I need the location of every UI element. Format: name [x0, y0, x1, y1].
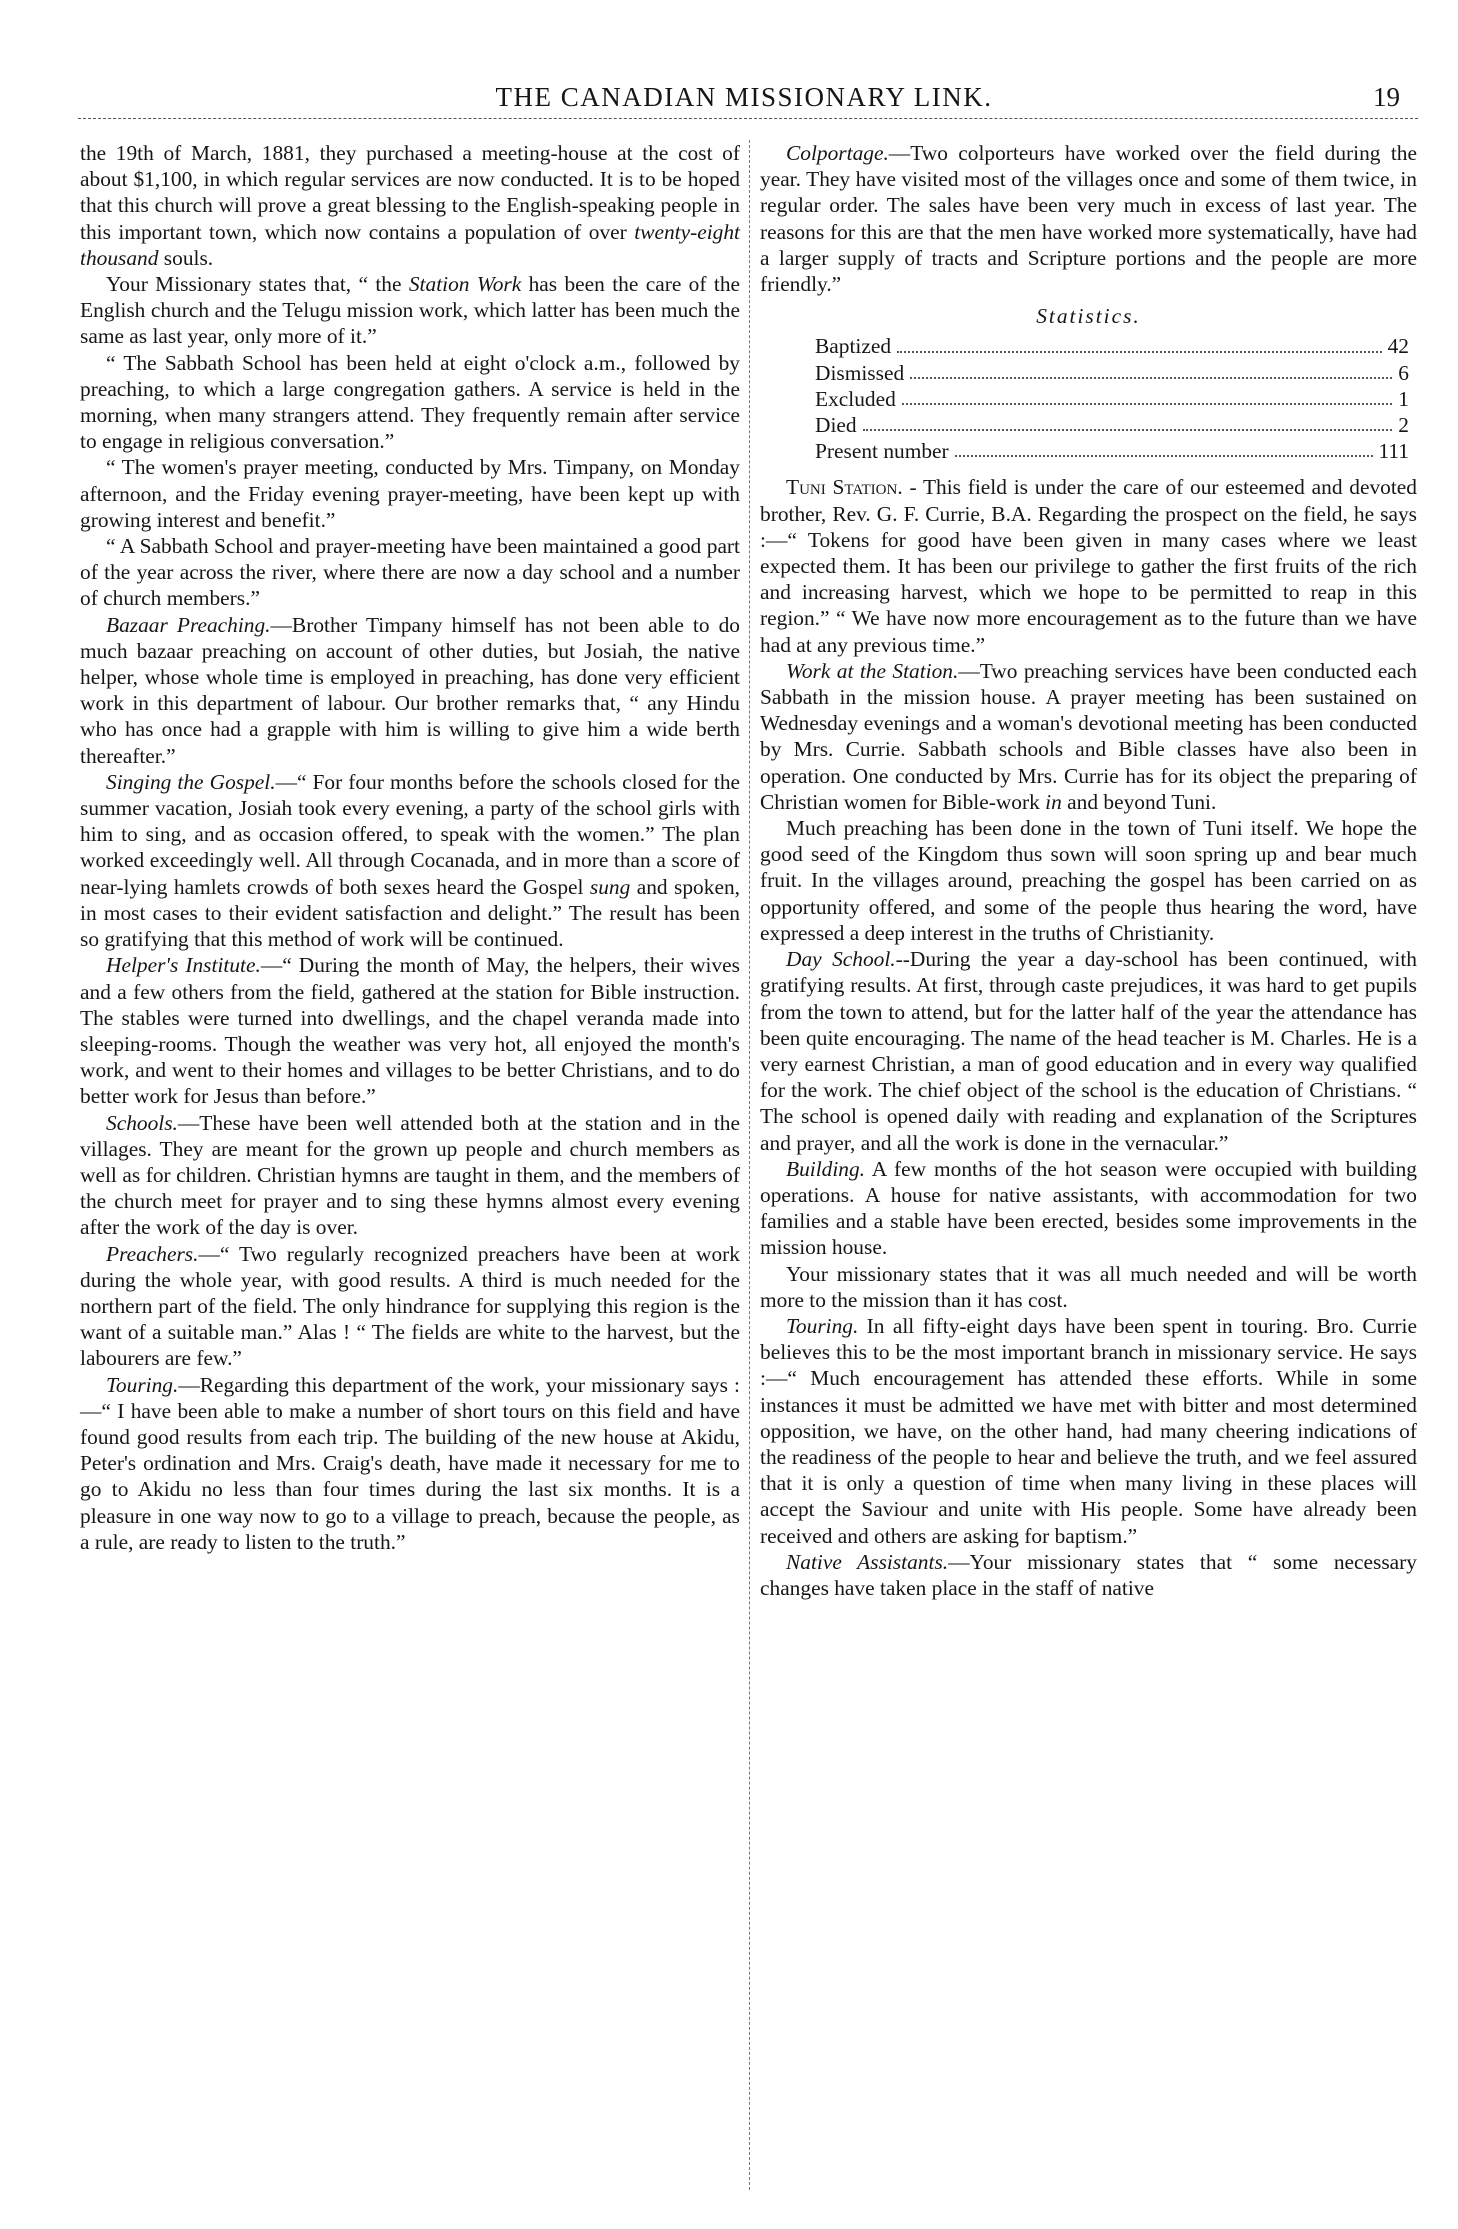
- statistics-value: 42: [1387, 334, 1409, 359]
- paragraph-text: —Two colporteurs have worked over the field during the year. They have visited most of the villages once and some of them twice, in regular order. The sales have been very much in excess of last year. The reasons for this are that the men have worked more systematically, have had a larger supply of tracts and Scripture portions and the people are more friendly.”: [760, 141, 1417, 297]
- section-heading: Touring.: [106, 1372, 179, 1397]
- paragraph: “ The Sabbath School has been held at eight o'clock a.m., followed by preaching, to which a large congregation gathers. A service is held in the morning, when many strangers attend. They frequently remain after service to engage in religious conversation.”: [80, 350, 740, 454]
- paragraph: Much preaching has been done in the town of Tuni itself. We hope the good seed of the Kingdom thus sown will soon spring up and bear much fruit. In the villages around, preaching the gospel has been carried on as opportunity offered, and some of the people thus hearing the word, have expressed a deep interest in the truths of Christianity.: [760, 816, 1417, 945]
- section-heading: Work at the Station.: [786, 658, 959, 683]
- paragraph: [760, 1549, 1417, 1601]
- section-heading: Touring.: [786, 1313, 859, 1338]
- paragraph: [80, 1110, 740, 1241]
- statistics-row: [760, 333, 1417, 359]
- leader-dots: [897, 333, 1382, 352]
- leader-dots: [863, 412, 1393, 431]
- emphasis-text: sung: [589, 874, 631, 899]
- paragraph-text: In all fifty-eight days have been spent in touring. Bro. Currie believes this to be the most important branch in missionary service. He says :—“ Much encouragement has attended these efforts. While in some instances it must be admitted we have met with bitter and most determined opposition, we have, on the other hand, had many cheering indications of the readiness of the people to hear and believe the truth, and we feel assured that it is only a question of time when many living in these places will accept the Saviour and unite with His people. Some have already been received and others are asking for baptism.”: [760, 1313, 1417, 1548]
- statistics-title: Statistics.: [1036, 304, 1141, 329]
- column-divider: [749, 140, 750, 2190]
- right-column: [760, 140, 1417, 1601]
- paragraph-text: and spoken, in most cases to their evident satisfaction and delight.” The result has been so gratifying that this method of work will be continued.: [80, 874, 740, 952]
- leader-dots: [910, 360, 1392, 379]
- paragraph-text: the 19th of March, 1881, they purchased a meeting-house at the cost of about $1,100, in which regular services are now conducted. It is to be hoped that this church will prove a great blessing to the English-speaking people in this important town, which now contains a population of over: [80, 141, 740, 244]
- section-heading: Bazaar Preaching.: [106, 612, 271, 637]
- statistics-value: 1: [1398, 386, 1409, 411]
- emphasis-text: twenty-eight thousand: [80, 219, 740, 270]
- paragraph-text: —Regarding this department of the work, your missionary says :—“ I have been able to make a number of short tours on this field and have found good results from each trip. The building of the new house at Akidu, Peter's ordination and Mrs. Craig's death, have made it necessary for me to go to Akidu no less than four times during the last six months. It is a pleasure in one way now to go to a village to preach, because the people, as a rule, are ready to listen to the truth.”: [80, 1372, 740, 1554]
- paragraph-text: A few months of the hot season were occupied with building operations. A house for native assistants, with accommodation for two families and a stable have been erected, besides some improvements in the mission house.: [760, 1156, 1417, 1260]
- paragraph: [760, 140, 1417, 297]
- left-column: [80, 140, 740, 1555]
- leader-dots: [955, 438, 1373, 457]
- paragraph: [80, 952, 740, 1109]
- statistics-value: 2: [1398, 413, 1409, 438]
- paragraph-text: —Brother Timpany himself has not been able to do much bazaar preaching on account of other duties, but Josiah, the native helper, whose whole time is employed in preaching, has done very efficient work in this department of labour. Our brother remarks that, “ any Hindu who has once had a grapple with him is willing to give him a wide berth thereafter.”: [80, 612, 740, 768]
- statistics-label: Died: [815, 413, 857, 438]
- paragraph: Your missionary states that it was all much needed and will be worth more to the mission than it has cost.: [760, 1261, 1417, 1312]
- section-heading: Tuni Station.: [786, 475, 903, 500]
- paragraph: [760, 946, 1417, 1156]
- paragraph: [80, 769, 740, 952]
- emphasis-text: Station Work: [408, 272, 522, 297]
- paragraph: [80, 1372, 740, 1555]
- statistics-label: Baptized: [815, 334, 892, 359]
- section-heading: Day School.: [786, 947, 896, 972]
- statistics-label: Dismissed: [815, 360, 905, 385]
- paragraph-text: - This field is under the care of our esteemed and devoted brother, Rev. G. F. Currie, B.A. Regarding the prospect on the field, he says :—“ Tokens for good have been given in many cases where we least expected them. It has been our privilege to gather the first fruits of the rich and increasing harvest, which we hope to be permitted to reap in this region.” “ We have now more encouragement as to the future than we have had at any previous time.”: [760, 475, 1417, 657]
- leader-dots: [902, 386, 1393, 405]
- emphasis-text: in: [1045, 789, 1062, 814]
- paragraph-text: has been the care of the English church and the Telugu mission work, which latter has been much the same as last year, only more of it.”: [80, 272, 741, 349]
- section-heading: Colportage.: [786, 141, 889, 165]
- paragraph: [760, 1313, 1417, 1549]
- statistics-value: 111: [1378, 439, 1409, 464]
- paragraph-text: —“ For four months before the schools closed for the summer vacation, Josiah took every evening, a party of the school girls with him to sing, and as occasion offered, to speak with the women.” The plan worked exceedingly well. All through Cocanada, and in more than a score of near-lying hamlets crowds of both sexes heard the Gospel: [80, 769, 741, 899]
- paragraph: [80, 1241, 740, 1372]
- publication-title: THE CANADIAN MISSIONARY LINK.: [495, 82, 993, 112]
- paragraph-text: —These have been well attended both at the station and in the villages. They are meant for the grown up people and church members as well as for children. Christian hymns are taught in them, and the members of the church meet for prayer and to sing these hymns almost every evening after the work of the day is over.: [80, 1110, 740, 1240]
- statistics-row: [760, 412, 1417, 438]
- section-heading: Building.: [786, 1156, 866, 1181]
- paragraph: [80, 271, 740, 350]
- statistics-table: [760, 333, 1417, 464]
- section-heading: Native Assistants.: [786, 1549, 949, 1574]
- paragraph: “ A Sabbath School and prayer-meeting have been maintained a good part of the year across the river, where there are now a day school and a number of church members.”: [80, 534, 740, 611]
- page-header: [70, 78, 1418, 118]
- statistics-label: Excluded: [815, 386, 896, 411]
- paragraph-text: —Your missionary states that “ some necessary changes have taken place in the staff of native: [760, 1549, 1417, 1600]
- paragraph-text: --During the year a day-school has been continued, with gratifying results. At first, through caste prejudices, it was hard to get pupils from the town to attend, but for the latter half of the year the attendance has been quite encouraging. The name of the head teacher is M. Charles. He is a very earnest Christian, a man of good education and in every way qualified for the work. The chief object of the school is the education of Christians. “ The school is opened daily with reading and explanation of the Scriptures and prayer, and all the work is done in the vernacular.”: [760, 947, 1417, 1155]
- paragraph-text: —Two preaching services have been conducted each Sabbath in the mission house. A prayer meeting has been sustained on Wednesday evenings and a woman's devotional meeting has been conducted by Mrs. Currie. Sabbath schools and Bible classes have also been in operation. One conducted by Mrs. Currie has for its object the preparing of Christian women for Bible-work: [760, 658, 1417, 814]
- paragraph: [80, 140, 740, 271]
- paragraph-text: souls.: [158, 245, 214, 270]
- statistics-row: [760, 386, 1417, 412]
- section-heading: Schools.: [106, 1110, 178, 1135]
- section-heading: Preachers.: [106, 1241, 199, 1266]
- paragraph: “ The women's prayer meeting, conducted by Mrs. Timpany, on Monday afternoon, and the Friday evening prayer-meeting, have been kept up with growing interest and benefit.”: [80, 455, 740, 532]
- statistics-row: [760, 438, 1417, 464]
- paragraph: [760, 474, 1417, 657]
- page-number: 19: [1373, 82, 1400, 112]
- section-heading: Helper's Institute.: [106, 953, 261, 978]
- paragraph-text: and beyond Tuni.: [1061, 789, 1217, 814]
- statistics-row: [760, 360, 1417, 386]
- paragraph-text: —“ Two regularly recognized preachers have been at work during the whole year, with good results. A third is much needed for the northern part of the field. The only hindrance for supplying this region is the want of a suitable man.” Alas ! “ The fields are white to the harvest, but the labourers are few.”: [80, 1241, 740, 1371]
- section-heading: Singing the Gospel.: [106, 769, 276, 794]
- paragraph: [80, 612, 740, 769]
- statistics-value: 6: [1398, 360, 1409, 385]
- paragraph-text: —“ During the month of May, the helpers, their wives and a few others from the field, gathered at the station for Bible instruction. The stables were turned into dwellings, and the chapel veranda made into sleeping-rooms. Though the weather was very hot, all enjoyed the month's work, and went to their homes and villages to be better Christians, and to do better work for Jesus than before.”: [80, 953, 740, 1109]
- paragraph: [760, 1156, 1417, 1261]
- paragraph: [760, 658, 1417, 815]
- statistics-label: Present number: [815, 439, 949, 464]
- header-rule: [78, 118, 1418, 119]
- paragraph-text: Your Missionary states that, “ the: [106, 272, 409, 297]
